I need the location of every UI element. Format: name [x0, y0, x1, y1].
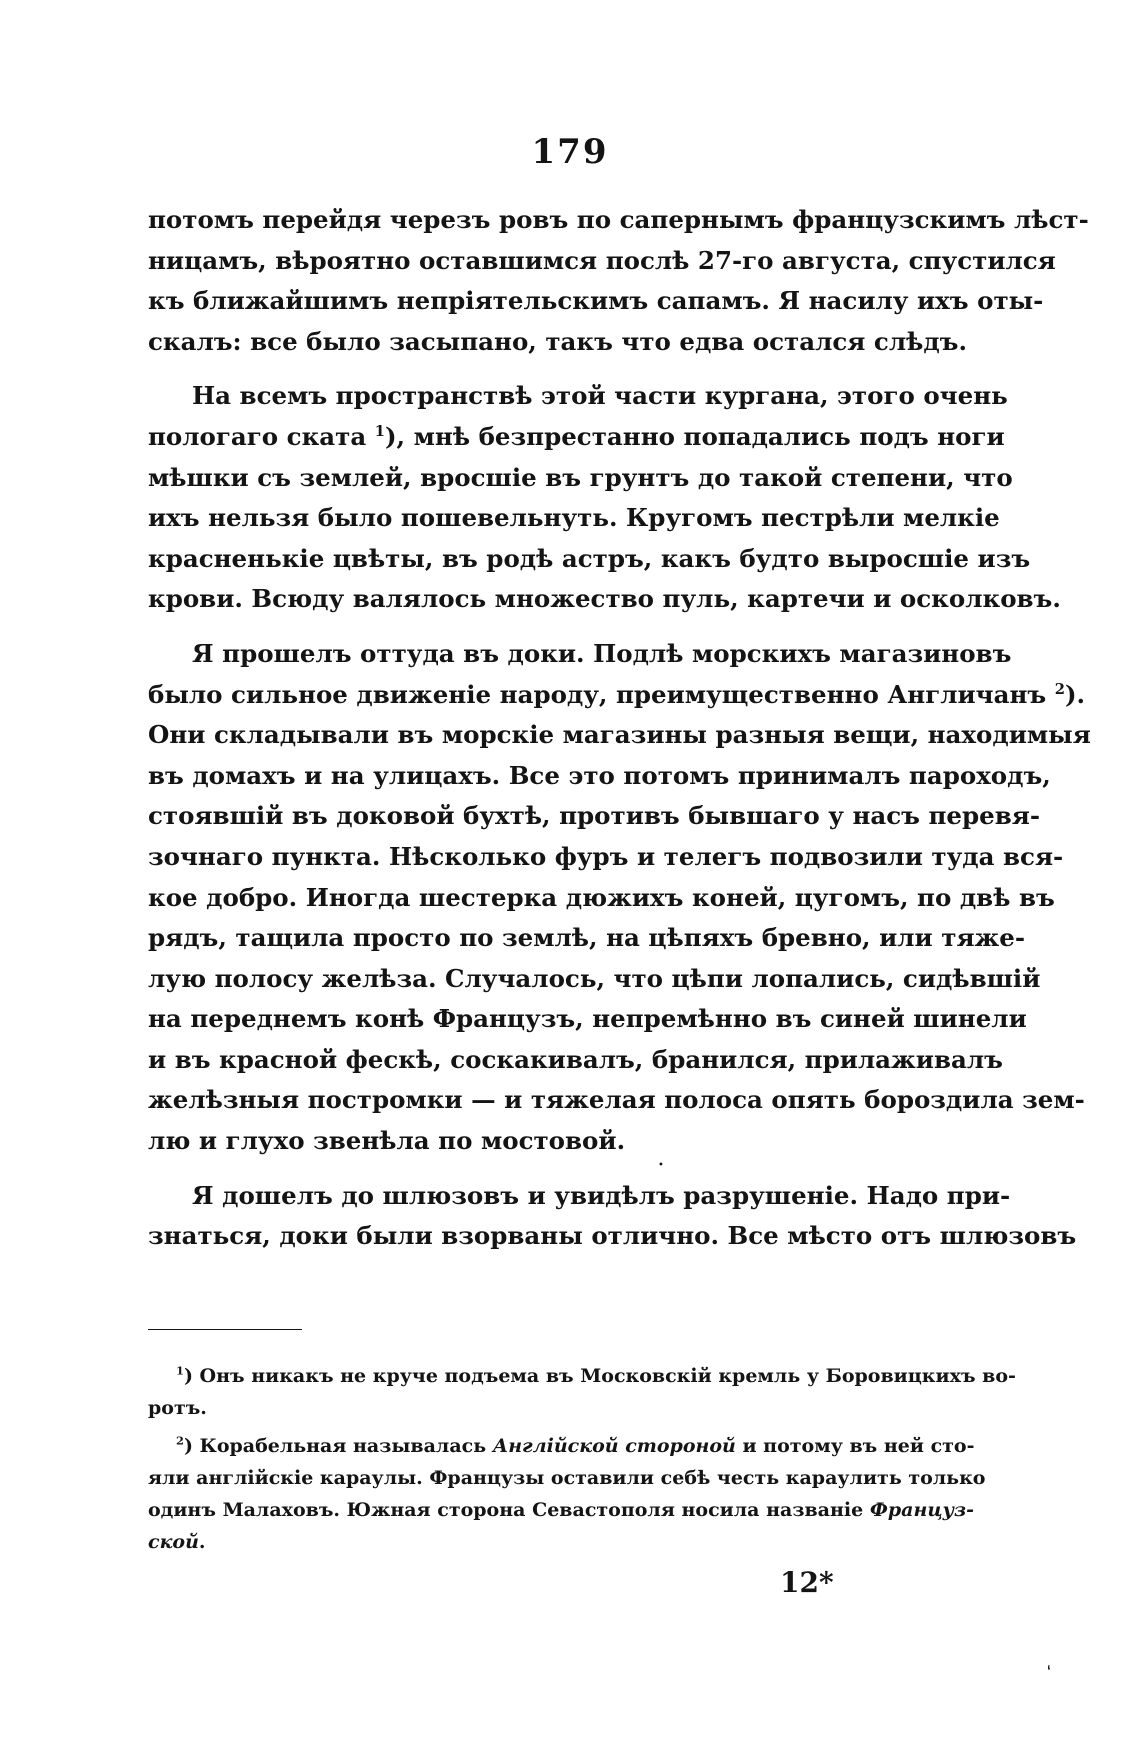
italic-fragment: Англійской стороной [492, 1435, 736, 1457]
footnote-separator [148, 1329, 302, 1330]
text-line: скалъ: все было засыпано, такъ что едва остался слѣдъ. [148, 326, 967, 356]
signature-mark: 12* [780, 1566, 834, 1599]
text-line [148, 417, 1005, 458]
text-line: рядъ, тащила просто по землѣ, на цѣпяхъ бревно, или тяже- [148, 923, 1026, 953]
text-line: и въ красной фескѣ, соскакивалъ, бранился, прилаживалъ [148, 1044, 1003, 1074]
text-fragment: и потому въ ней сто- [735, 1435, 975, 1457]
italic-fragment: Француз- [869, 1499, 974, 1521]
footnote-ref: 1 [374, 422, 385, 440]
body-text [148, 200, 1091, 1271]
text-line [148, 675, 1086, 716]
text-fragment: ) Корабельная называлась [183, 1435, 493, 1457]
text-line: стоявшій въ доковой бухтѣ, противъ бывшаго у насъ перевя- [148, 801, 1041, 831]
text-fragment: . [198, 1531, 206, 1553]
ink-dot: • [658, 1160, 664, 1171]
footnote-line [148, 1494, 974, 1526]
text-line: ницамъ, вѣроятно оставшимся послѣ 27-го августа, спустился [148, 245, 1056, 275]
paragraph [148, 376, 1061, 620]
page-number: 179 [531, 132, 609, 172]
footnote-line [148, 1430, 974, 1462]
paragraph [148, 634, 1091, 1162]
text-fragment: ), мнѣ безпрестанно попадались подъ ноги [384, 421, 1005, 451]
text-line: мѣшки съ землей, вросшіе въ грунтъ до такой степени, что [148, 462, 1013, 492]
footnote-line [148, 1526, 974, 1558]
footnote [148, 1360, 1016, 1424]
footnote-line: яли англійскіе караулы. Французы оставили себѣ честь караулить только [148, 1467, 986, 1489]
text-line: Они складывали въ морскіе магазины разныя вещи, находимыя [148, 720, 1091, 750]
text-fragment: одинъ Малаховъ. Южная сторона Севастополя носила названіе [148, 1499, 870, 1521]
footnote-ref: 2 [1054, 680, 1065, 698]
footnote-line: ротъ. [148, 1397, 207, 1419]
text-line: На всемъ пространствѣ этой части кургана, этого очень [192, 381, 1008, 411]
paragraph [148, 200, 1089, 362]
text-line: ихъ нельзя было пошевельнуть. Кругомъ пестрѣли мелкіе [148, 503, 1000, 533]
footnote-line [148, 1360, 1016, 1392]
text-line: зочнаго пункта. Нѣсколько фуръ и телегъ подвозили туда вся- [148, 841, 1064, 871]
italic-fragment: ской [148, 1531, 199, 1553]
text-line: красненькіе цвѣты, въ родѣ астръ, какъ будто выросшіе изъ [148, 543, 1031, 573]
footnotes [148, 1360, 1016, 1564]
text-line: на переднемъ конѣ Французъ, непремѣнно въ синей шинели [148, 1004, 1027, 1034]
text-line: потомъ перейдя черезъ ровъ по сапернымъ французскимъ лѣст- [148, 205, 1089, 234]
text-line: желѣзныя постромки — и тяжелая полоса опять бороздила зем- [148, 1085, 1085, 1115]
paragraph [148, 1176, 1077, 1257]
text-fragment: ) Онъ никакъ не круче подъема въ Московскій кремль у Боровицкихъ во- [183, 1365, 1016, 1387]
footnote-mark: 1 [176, 1363, 184, 1378]
text-fragment: ). [1064, 679, 1086, 709]
footnote [148, 1430, 986, 1558]
text-line: крови. Всюду валялось множество пуль, картечи и осколковъ. [148, 584, 1061, 614]
ink-speck: ‘ [1043, 1661, 1058, 1684]
text-fragment: пологаго ската [148, 421, 375, 451]
text-line: къ ближайшимъ непріятельскимъ сапамъ. Я насилу ихъ оты- [148, 286, 1044, 316]
text-fragment: было сильное движеніе народу, преимущественно Англичанъ [148, 679, 1055, 709]
text-line: въ домахъ и на улицахъ. Все это потомъ принималъ пароходъ, [148, 760, 1051, 790]
text-line: лю и глухо звенѣла по мостовой. [148, 1126, 626, 1156]
text-line: лую полосу желѣза. Случалось, что цѣпи лопались, сидѣвшій [148, 963, 1041, 993]
text-line: Я прошелъ оттуда въ доки. Подлѣ морскихъ магазиновъ [192, 638, 1012, 668]
footnote-mark: 2 [176, 1433, 184, 1448]
text-line: кое добро. Иногда шестерка дюжихъ коней, цугомъ, по двѣ въ [148, 882, 1055, 912]
text-line: Я дошелъ до шлюзовъ и увидѣлъ разрушеніе. Надо при- [192, 1180, 1011, 1210]
text-line: знаться, доки были взорваны отлично. Все мѣсто отъ шлюзовъ [148, 1221, 1077, 1251]
